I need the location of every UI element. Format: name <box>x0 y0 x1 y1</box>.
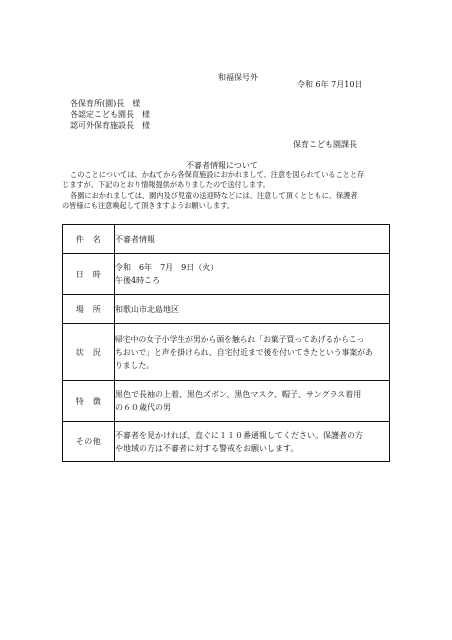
document-date: 令和 6年 7月10日 <box>297 80 363 89</box>
body-line: このことについては、かねてから各保育施設におかれまして、注意を図られていることと存 <box>70 170 365 179</box>
row-value <box>115 254 390 295</box>
table-row-situation <box>63 324 390 381</box>
row-value <box>115 295 390 324</box>
info-table <box>62 224 390 462</box>
value-line: や地域の方は不審者に対する警戒をお願いします。 <box>115 443 299 453</box>
document-number: 和福保号外 <box>218 73 258 82</box>
table-row-subject <box>63 225 390 254</box>
recipient-line: 各認定こども園長 様 <box>70 110 150 119</box>
value-line: 黒色で長袖の上着、黒色ズボン、黒色マスク、帽子、サングラス着用 <box>115 390 362 399</box>
row-value <box>115 422 390 462</box>
table-row-features <box>63 381 390 422</box>
row-value <box>115 225 390 254</box>
body-text <box>62 170 392 212</box>
recipient-line: 認可外保育施設長 様 <box>70 121 150 130</box>
document-title: 不審者情報について <box>186 161 258 170</box>
recipient-list <box>70 98 150 131</box>
value-line: 不審者を見かければ、直ぐに１１０番通報してください。保護者の方 <box>115 430 363 440</box>
value-line: りました。 <box>115 360 154 370</box>
value-line: 帰宅中の女子小学生が男から頭を触られ「お菓子買ってあげるからこっ <box>115 334 365 344</box>
value-line: の６０歳代の男 <box>115 403 171 412</box>
row-label: 特 徴 <box>63 381 115 422</box>
row-label: 件 名 <box>63 225 115 254</box>
table-row-other <box>63 422 390 462</box>
row-label: 場 所 <box>63 295 115 324</box>
body-line: の皆様にも注意喚起して頂きますようお願いします。 <box>62 201 234 211</box>
row-label: その他 <box>63 422 115 462</box>
value-line: 午後4時ころ <box>115 276 161 285</box>
body-line: じますが、下記のとおり情報提供がありましたので送付します。 <box>62 180 270 190</box>
row-value <box>115 381 390 422</box>
recipient-line: 各保育所(園)長 様 <box>70 99 141 108</box>
body-line: 各園におかれましては、園内及び児童の送迎時などには、注意して頂くとともに、保護者 <box>70 190 358 200</box>
value-line: 和歌山市北島地区 <box>115 304 179 314</box>
value-line: 令和 6年 7月 9日（火） <box>115 263 219 272</box>
value-line: ちおいで」と声を掛けられ、自宅付近まで後を付いてきたという事案があ <box>115 347 373 357</box>
value-line: 不審者情報 <box>115 234 155 244</box>
sender: 保育こども園課長 <box>293 140 357 149</box>
row-value <box>115 324 390 381</box>
row-label: 日 時 <box>63 254 115 295</box>
row-label: 状 況 <box>63 324 115 381</box>
table-row-datetime <box>63 254 390 295</box>
table-row-location <box>63 295 390 324</box>
